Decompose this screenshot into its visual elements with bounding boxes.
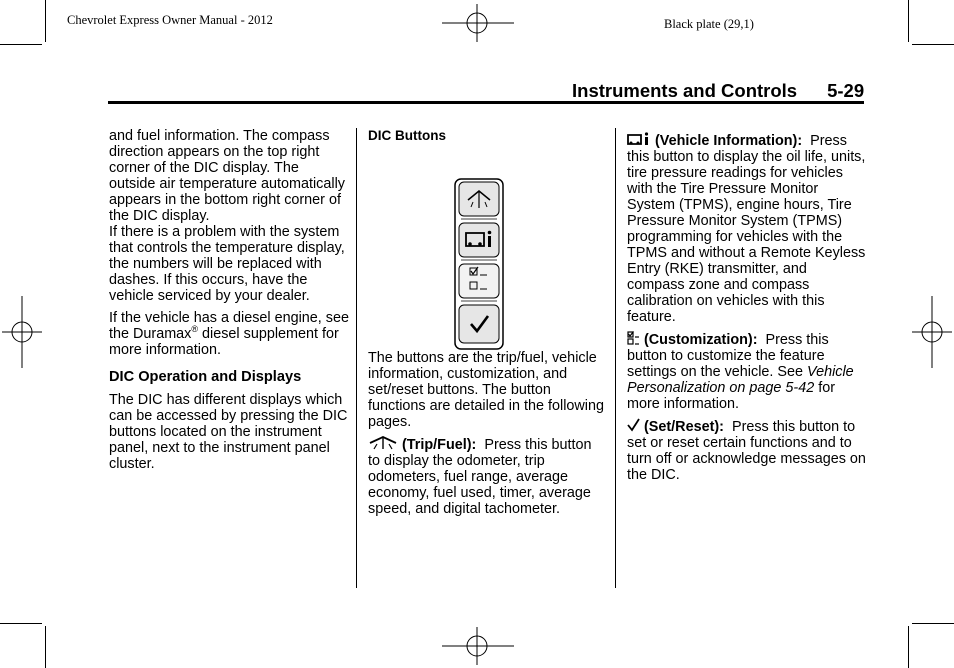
registration-mark-top (442, 4, 514, 42)
crop-mark (0, 44, 42, 45)
customization-icon (627, 331, 640, 345)
section-heading (572, 80, 864, 102)
section-title: Instruments and Controls (572, 80, 798, 101)
crop-mark (45, 0, 46, 42)
customization-description: (Customization): Press this button to customize the feature settings on the vehicle. See Vehicle Personalization on page 5-42 for more information. (627, 332, 854, 412)
subsection-heading: DIC Buttons (368, 128, 446, 143)
dic-buttons-illustration (368, 144, 606, 350)
vehicle-info-description: (Vehicle Information): Press this button to display the oil life, units, tire pressure readings for vehicles with the Tire Pressure Monitor System (TPMS), engine hours, Tire Pressure Monitor System (TPMS) programming for vehicles with the TPMS and without a Remote Keyless Entry (RKE) transmitter, and compass zone and compass calibration on vehicles with this feature. (627, 133, 866, 325)
paragraph: The DIC has different displays which can be accessed by pressing the DIC buttons located on the instrument panel, next to the instrument panel cluster. (109, 392, 348, 472)
page-number: 5-29 (827, 80, 865, 101)
paragraph: If the vehicle has a diesel engine, see the Duramax® diesel supplement for more information. (109, 310, 350, 358)
crop-mark (912, 44, 954, 45)
registration-mark-bottom (442, 627, 514, 665)
registration-mark-right (912, 296, 952, 368)
registration-mark-left (2, 296, 42, 368)
crop-mark (908, 626, 909, 668)
crop-mark (908, 0, 909, 42)
column-1 (109, 128, 349, 472)
trip-fuel-icon (368, 436, 398, 450)
crop-mark (912, 623, 954, 624)
subsection-heading: DIC Operation and Displays (109, 369, 302, 385)
plate-label: Black plate (29,1) (664, 17, 754, 31)
paragraph: If there is a problem with the system that controls the temperature display, the numbers will be replaced with dashes. If this occurs, have the vehicle serviced by your dealer. (109, 224, 345, 304)
column-divider (615, 128, 616, 588)
column-2 (368, 128, 606, 517)
column-divider (356, 128, 357, 588)
checkmark-icon (627, 418, 640, 432)
trip-fuel-description: (Trip/Fuel): Press this button to display the odometer, trip odometers, fuel range, average economy, fuel used, timer, average speed, and digital tachometer. (368, 437, 592, 517)
vehicle-info-icon (627, 132, 651, 146)
manual-title: Chevrolet Express Owner Manual - 2012 (67, 13, 273, 27)
column-3 (627, 132, 867, 483)
paragraph: The buttons are the trip/fuel, vehicle information, customization, and set/reset buttons. The button functions are detailed in the following pages. (368, 350, 604, 430)
paragraph: and fuel information. The compass direction appears on the top right corner of the DIC display. The outside air temperature automatically appears in the bottom right corner of the DIC display. (109, 128, 345, 224)
set-reset-description: (Set/Reset): Press this button to set or reset certain functions and to turn off or acknowledge messages on the DIC. (627, 419, 866, 483)
dic-panel-icon (454, 178, 504, 350)
crop-mark (0, 623, 42, 624)
header-rule (108, 101, 864, 104)
crop-mark (45, 626, 46, 668)
cross-reference: Vehicle Personalization on page 5-42 (627, 364, 854, 396)
